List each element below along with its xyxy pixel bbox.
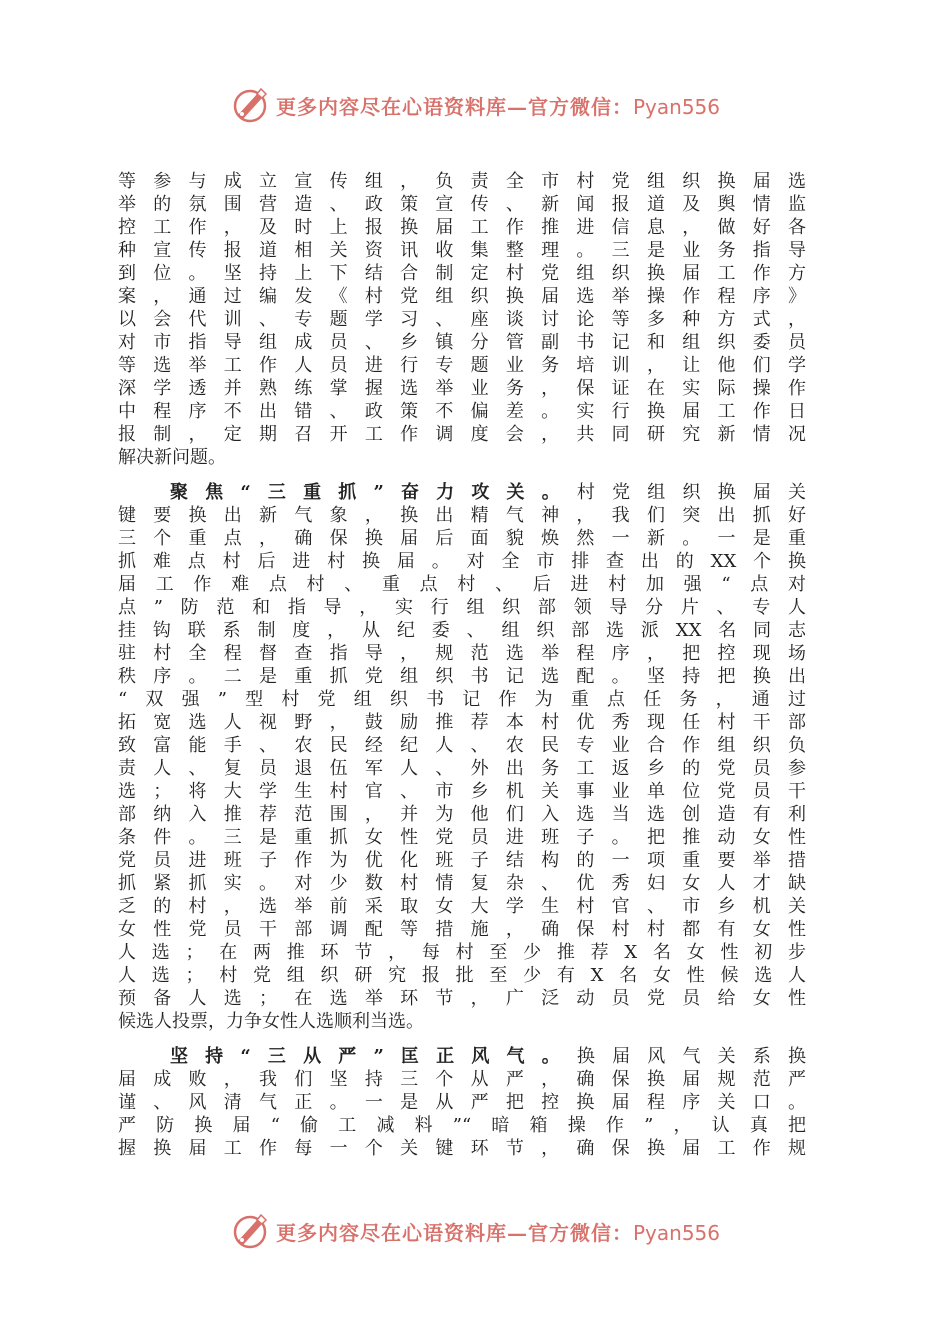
- line-text: 握换届工作每一个关键环节，确保换届工作规: [118, 1138, 806, 1159]
- line-text: 到位。坚持上下结合制定村党组织换届工作方: [118, 263, 806, 284]
- line-text: 三个重点，确保换届后面貌焕然一新。一是重: [118, 528, 806, 549]
- paragraph-gap: [118, 1033, 806, 1045]
- pen-logo-icon: [230, 1211, 270, 1251]
- text-line: [118, 446, 806, 469]
- line-text: 人选；村党组织研究报批至少有X名女性候选人: [118, 965, 806, 986]
- line-text: 届成败，我们坚持三个从严，确保换届规范严: [118, 1069, 806, 1090]
- line-text: 责人、复员退伍军人、外出务工返乡的党员参: [118, 758, 806, 779]
- line-text: 举的氛围营造、政策宣传、新闻报道及舆情监: [118, 194, 806, 215]
- text-line: [118, 193, 806, 216]
- line-text: 条件。三是重抓女性党员进班子。把推动女性: [118, 827, 806, 848]
- footer-banner-id: Pyan556: [632, 1220, 720, 1245]
- text-line: [118, 964, 806, 987]
- paragraph-heading: 坚持“三从严”匡正风气。: [170, 1046, 577, 1067]
- paragraph: [118, 481, 806, 1033]
- text-line: [118, 688, 806, 711]
- text-line: [118, 711, 806, 734]
- text-line: [118, 262, 806, 285]
- text-line: [118, 354, 806, 377]
- text-line: [118, 918, 806, 941]
- header-banner-text: [276, 91, 720, 120]
- line-text: 报制，定期召开工作调度会，共同研究新情况: [118, 424, 806, 445]
- text-line: [118, 481, 806, 504]
- text-line: [118, 1091, 806, 1114]
- text-line: [118, 619, 806, 642]
- text-line: [118, 1114, 806, 1137]
- text-line: [118, 400, 806, 423]
- footer-banner-title: 更多内容尽在心语资料库—官方微信：: [275, 1220, 633, 1245]
- text-line: [118, 987, 806, 1010]
- paragraph: [118, 170, 806, 469]
- text-line: [118, 826, 806, 849]
- header-banner-id: Pyan556: [632, 94, 720, 119]
- line-text: 控工作，及时上报换届工作推进信息，做好各: [118, 217, 806, 238]
- text-line: [118, 550, 806, 573]
- text-line: [118, 941, 806, 964]
- text-line: [118, 377, 806, 400]
- line-text: 驻村全程督查指导，规范选举程序，把控现场: [118, 643, 806, 664]
- line-text: 等参与成立宣传组，负责全市村党组织换届选: [118, 171, 806, 192]
- text-line: [118, 285, 806, 308]
- text-line: [118, 331, 806, 354]
- line-text: 抓难点村后进村换届。对全市排查出的XX个换: [118, 551, 806, 572]
- text-line: [118, 757, 806, 780]
- line-text: 抓紧抓实。对少数村情复杂、优秀妇女人才缺: [118, 873, 806, 894]
- line-text: 谨、风清气正。一是从严把控换届程序关口。: [118, 1092, 806, 1113]
- text-line: [118, 642, 806, 665]
- line-text: 秩序。二是重抓党组织书记选配。坚持把换出: [118, 666, 806, 687]
- line-text: 致富能手、农民经纪人、农民专业合作组织负: [118, 735, 806, 756]
- text-line: [118, 1137, 806, 1160]
- text-line: [118, 849, 806, 872]
- line-text: 以会代训、专题学习、座谈讨论等多种方式，: [118, 309, 806, 330]
- line-text: 键要换出新气象，换出精气神，我们突出抓好: [118, 505, 806, 526]
- line-text: 女性党员干部调配等措施，确保村村都有女性: [118, 919, 806, 940]
- text-line: [118, 308, 806, 331]
- line-text: 党员进班子作为优化班子结构的一项重要举措: [118, 850, 806, 871]
- footer-banner: [0, 1206, 950, 1256]
- line-text: 拓宽选人视野，鼓励推荐本村优秀现任村干部: [118, 712, 806, 733]
- text-line: [118, 170, 806, 193]
- text-line: [118, 239, 806, 262]
- line-text: 点”防范和指导，实行组织部领导分片、专人: [118, 597, 806, 618]
- text-line: [118, 1068, 806, 1091]
- paragraph: [118, 1045, 806, 1160]
- text-line: [118, 1045, 806, 1068]
- line-text: 届工作难点村、重点村、后进村加强“点对: [118, 574, 806, 595]
- header-banner: [0, 80, 950, 130]
- text-line: [118, 872, 806, 895]
- text-line: [118, 573, 806, 596]
- text-line: [118, 803, 806, 826]
- text-line: [118, 734, 806, 757]
- line-text: 中程序不出错、政策不偏差。实行换届工作日: [118, 401, 806, 422]
- text-line: [118, 895, 806, 918]
- line-text: 挂钩联系制度，从纪委、组织部选派XX名同志: [118, 620, 806, 641]
- line-text: 等选举工作人员进行专题业务培训，让他们学: [118, 355, 806, 376]
- text-line: [118, 596, 806, 619]
- text-line: [118, 665, 806, 688]
- text-line: [118, 780, 806, 803]
- line-text: “双强”型村党组织书记作为重点任务，通过: [118, 689, 806, 710]
- line-text: 案，通过编发《村党组织换届选举操作程序》: [118, 286, 806, 307]
- text-line: [118, 504, 806, 527]
- line-text: 解决新问题。: [118, 447, 226, 468]
- line-text: 乏的村，选举前采取女大学生村官、市乡机关: [118, 896, 806, 917]
- paragraph-gap: [118, 469, 806, 481]
- footer-banner-text: [276, 1217, 720, 1246]
- line-text: 候选人投票，力争女性人选顺利当选。: [118, 1011, 424, 1032]
- header-banner-title: 更多内容尽在心语资料库—官方微信：: [275, 94, 633, 119]
- line-text: 选；将大学生村官、市乡机关事业单位党员干: [118, 781, 806, 802]
- line-text: 部纳入推荐范围，并为他们入选当选创造有利: [118, 804, 806, 825]
- pen-logo-icon: [230, 85, 270, 125]
- document-body: [118, 170, 806, 1160]
- line-text: 换届风气关系换: [576, 1046, 806, 1067]
- line-text: 预备人选；在选举环节，广泛动员党员给女性: [118, 988, 806, 1009]
- line-text: 对市指导组成员、乡镇分管副书记和组织委员: [118, 332, 806, 353]
- line-text: 村党组织换届关: [576, 482, 806, 503]
- text-line: [118, 423, 806, 446]
- paragraph-heading: 聚焦“三重抓”奋力攻关。: [170, 482, 577, 503]
- text-line: [118, 527, 806, 550]
- line-text: 深学透并熟练掌握选举业务，保证在实际操作: [118, 378, 806, 399]
- line-text: 严防换届“偷工减料”“暗箱操作”，认真把: [118, 1115, 806, 1136]
- line-text: 人选；在两推环节，每村至少推荐X名女性初步: [118, 942, 806, 963]
- line-text: 种宣传报道相关资讯收集整理。三是业务指导: [118, 240, 806, 261]
- text-line: [118, 1010, 806, 1033]
- text-line: [118, 216, 806, 239]
